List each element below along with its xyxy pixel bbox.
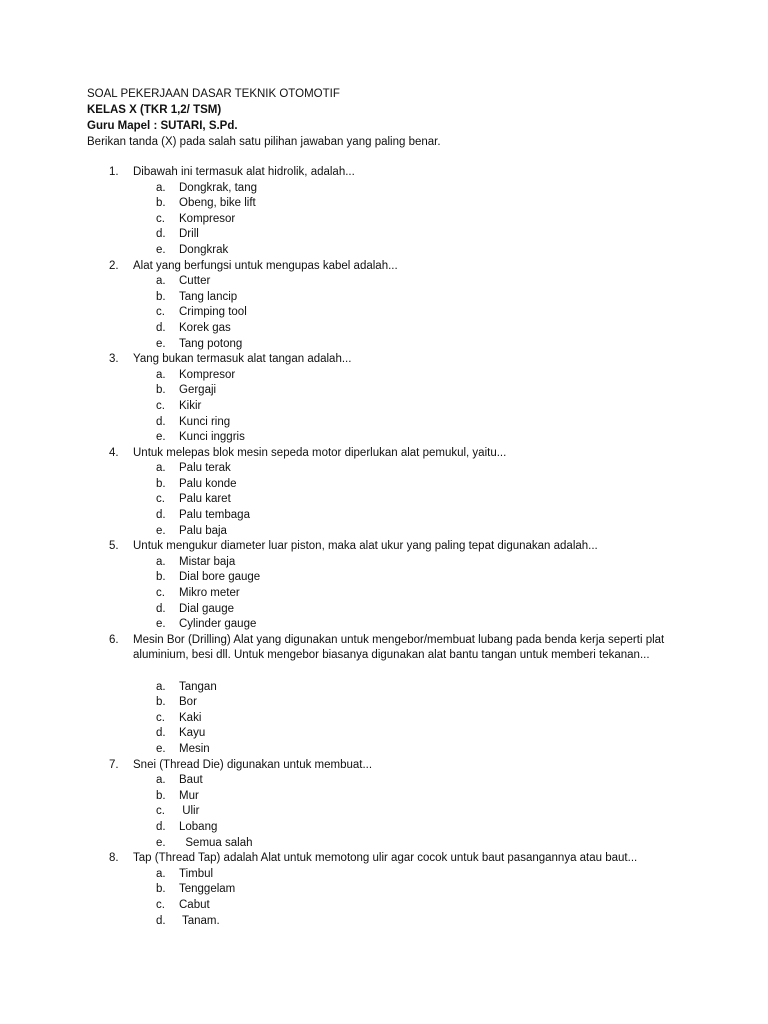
option-letter: b. xyxy=(156,696,166,709)
class-label: KELAS X (TKR 1,2/ TSM) xyxy=(87,104,222,116)
question-line xyxy=(0,851,768,867)
answer-option xyxy=(0,555,768,571)
option-text: Obeng, bike lift xyxy=(179,197,256,210)
answer-option xyxy=(0,695,768,711)
answer-option xyxy=(0,914,768,930)
option-letter: e. xyxy=(156,836,166,849)
question-text: Alat yang berfungsi untuk mengupas kabel adalah... xyxy=(133,259,398,272)
question-number: 8. xyxy=(109,852,119,865)
option-text: Korek gas xyxy=(179,321,231,334)
question-list xyxy=(0,165,768,929)
question-line xyxy=(0,446,768,462)
option-letter: e. xyxy=(156,618,166,631)
question-number: 6. xyxy=(109,633,119,646)
option-text: Kunci inggris xyxy=(179,431,245,444)
question-text: Yang bukan termasuk alat tangan adalah... xyxy=(133,353,352,366)
question-text: Tap (Thread Tap) adalah Alat untuk memotong ulir agar cocok untuk baut pasangannya atau baut... xyxy=(133,852,638,865)
answer-option xyxy=(0,415,768,431)
answer-option xyxy=(0,508,768,524)
answer-option xyxy=(0,867,768,883)
option-letter: a. xyxy=(156,774,166,787)
question-item xyxy=(0,352,768,446)
answer-option xyxy=(0,586,768,602)
question-text: Untuk melepas blok mesin sepeda motor diperlukan alat pemukul, yaitu... xyxy=(133,446,507,459)
option-letter: a. xyxy=(156,275,166,288)
option-letter: c. xyxy=(156,306,165,319)
option-text: Crimping tool xyxy=(179,306,247,319)
option-letter: e. xyxy=(156,243,166,256)
option-letter: d. xyxy=(156,321,166,334)
option-text: Kunci ring xyxy=(179,415,231,428)
answer-option xyxy=(0,305,768,321)
answer-option xyxy=(0,882,768,898)
answer-option xyxy=(0,789,768,805)
option-letter: d. xyxy=(156,820,166,833)
answer-option xyxy=(0,617,768,633)
answer-option xyxy=(0,602,768,618)
option-letter: b. xyxy=(156,883,166,896)
question-item xyxy=(0,259,768,353)
question-item xyxy=(0,633,768,758)
question-item xyxy=(0,539,768,633)
option-text: Palu terak xyxy=(179,462,231,475)
option-letter: e. xyxy=(156,524,166,537)
option-letter: d. xyxy=(156,602,166,615)
answer-option xyxy=(0,274,768,290)
answer-option xyxy=(0,368,768,384)
option-letter: a. xyxy=(156,555,166,568)
question-line xyxy=(0,758,768,774)
option-text: Kompresor xyxy=(179,368,236,381)
option-text: Timbul xyxy=(179,867,214,880)
teacher-label: Guru Mapel : SUTARI, S.Pd. xyxy=(87,120,238,132)
option-text: Palu konde xyxy=(179,477,237,490)
answer-option xyxy=(0,461,768,477)
question-line xyxy=(0,165,768,181)
option-text: Baut xyxy=(179,774,203,787)
instruction-text: Berikan tanda (X) pada salah satu pilihan jawaban yang paling benar. xyxy=(87,136,441,148)
answer-option xyxy=(0,337,768,353)
question-number: 2. xyxy=(109,259,119,272)
option-letter: e. xyxy=(156,742,166,755)
option-text: Dial gauge xyxy=(179,602,234,615)
question-number: 7. xyxy=(109,758,119,771)
option-text: Bor xyxy=(179,696,197,709)
answer-option xyxy=(0,321,768,337)
answer-option xyxy=(0,773,768,789)
answer-option xyxy=(0,680,768,696)
answer-option xyxy=(0,212,768,228)
answer-option xyxy=(0,196,768,212)
answer-option xyxy=(0,804,768,820)
question-number: 5. xyxy=(109,540,119,553)
option-text: Kaki xyxy=(179,711,202,724)
option-letter: c. xyxy=(156,587,165,600)
option-text: Kompresor xyxy=(179,212,236,225)
option-text: Tenggelam xyxy=(179,883,236,896)
option-text: Mur xyxy=(179,789,199,802)
option-text: Ulir xyxy=(179,805,200,818)
option-text: Palu karet xyxy=(179,493,231,506)
option-letter: c. xyxy=(156,493,165,506)
option-letter: c. xyxy=(156,399,165,412)
answer-option xyxy=(0,181,768,197)
option-letter: d. xyxy=(156,228,166,241)
answer-option xyxy=(0,524,768,540)
question-item xyxy=(0,758,768,852)
option-letter: a. xyxy=(156,867,166,880)
option-text: Semua salah xyxy=(179,836,253,849)
option-text: Tang lancip xyxy=(179,290,238,303)
question-text: Snei (Thread Die) digunakan untuk membuat... xyxy=(133,758,373,771)
option-letter: c. xyxy=(156,898,165,911)
question-line xyxy=(0,352,768,368)
answer-option xyxy=(0,492,768,508)
answer-option xyxy=(0,227,768,243)
answer-option xyxy=(0,477,768,493)
option-letter: c. xyxy=(156,805,165,818)
option-letter: b. xyxy=(156,789,166,802)
question-text: Dibawah ini termasuk alat hidrolik, adalah... xyxy=(133,166,355,178)
option-text: Palu tembaga xyxy=(179,509,250,522)
option-text: Kayu xyxy=(179,727,206,740)
option-letter: a. xyxy=(156,680,166,693)
option-text: Dongkrak xyxy=(179,243,229,256)
option-text: Tanam. xyxy=(179,914,220,927)
option-letter: e. xyxy=(156,337,166,350)
question-text: Mesin Bor (Drilling) Alat yang digunakan untuk mengebor/membuat lubang pada benda kerja seperti plat aluminium, besi dll. Untuk mengebor biasanya digunakan alat bantu tangan untuk memberi tekanan... xyxy=(133,633,665,662)
option-letter: b. xyxy=(156,571,166,584)
question-number: 4. xyxy=(109,446,119,459)
option-text: Cabut xyxy=(179,898,210,911)
option-letter: a. xyxy=(156,462,166,475)
option-letter: a. xyxy=(156,181,166,194)
answer-option xyxy=(0,290,768,306)
document-header xyxy=(87,86,727,150)
question-line xyxy=(0,539,768,555)
option-letter: e. xyxy=(156,431,166,444)
option-text: Lobang xyxy=(179,820,218,833)
option-text: Kikir xyxy=(179,399,202,412)
question-number: 3. xyxy=(109,353,119,366)
option-text: Cylinder gauge xyxy=(179,618,257,631)
option-letter: d. xyxy=(156,509,166,522)
option-text: Drill xyxy=(179,228,199,241)
answer-option xyxy=(0,383,768,399)
answer-option xyxy=(0,570,768,586)
option-text: Cutter xyxy=(179,275,211,288)
question-item xyxy=(0,165,768,259)
answer-option xyxy=(0,898,768,914)
option-text: Tangan xyxy=(179,680,217,693)
option-letter: c. xyxy=(156,711,165,724)
answer-option xyxy=(0,711,768,727)
question-item xyxy=(0,851,768,929)
answer-option xyxy=(0,726,768,742)
answer-option xyxy=(0,243,768,259)
document-title: SOAL PEKERJAAN DASAR TEKNIK OTOMOTIF xyxy=(87,88,340,100)
option-letter: b. xyxy=(156,477,166,490)
answer-option xyxy=(0,742,768,758)
option-letter: a. xyxy=(156,368,166,381)
question-line xyxy=(0,259,768,275)
option-text: Palu baja xyxy=(179,524,227,537)
answer-option xyxy=(0,820,768,836)
answer-option xyxy=(0,430,768,446)
option-text: Mikro meter xyxy=(179,587,240,600)
option-text: Mistar baja xyxy=(179,555,236,568)
option-letter: b. xyxy=(156,197,166,210)
option-letter: d. xyxy=(156,914,166,927)
option-letter: d. xyxy=(156,415,166,428)
question-number: 1. xyxy=(109,166,119,178)
option-text: Dial bore gauge xyxy=(179,571,261,584)
answer-option xyxy=(0,836,768,852)
option-letter: b. xyxy=(156,290,166,303)
option-letter: b. xyxy=(156,384,166,397)
question-line xyxy=(0,633,768,680)
answer-option xyxy=(0,399,768,415)
option-letter: d. xyxy=(156,727,166,740)
question-text: Untuk mengukur diameter luar piston, maka alat ukur yang paling tepat digunakan adalah... xyxy=(133,540,598,553)
option-text: Tang potong xyxy=(179,337,243,350)
question-item xyxy=(0,446,768,540)
option-text: Mesin xyxy=(179,742,210,755)
option-text: Gergaji xyxy=(179,384,217,397)
option-letter: c. xyxy=(156,212,165,225)
option-text: Dongkrak, tang xyxy=(179,181,257,194)
